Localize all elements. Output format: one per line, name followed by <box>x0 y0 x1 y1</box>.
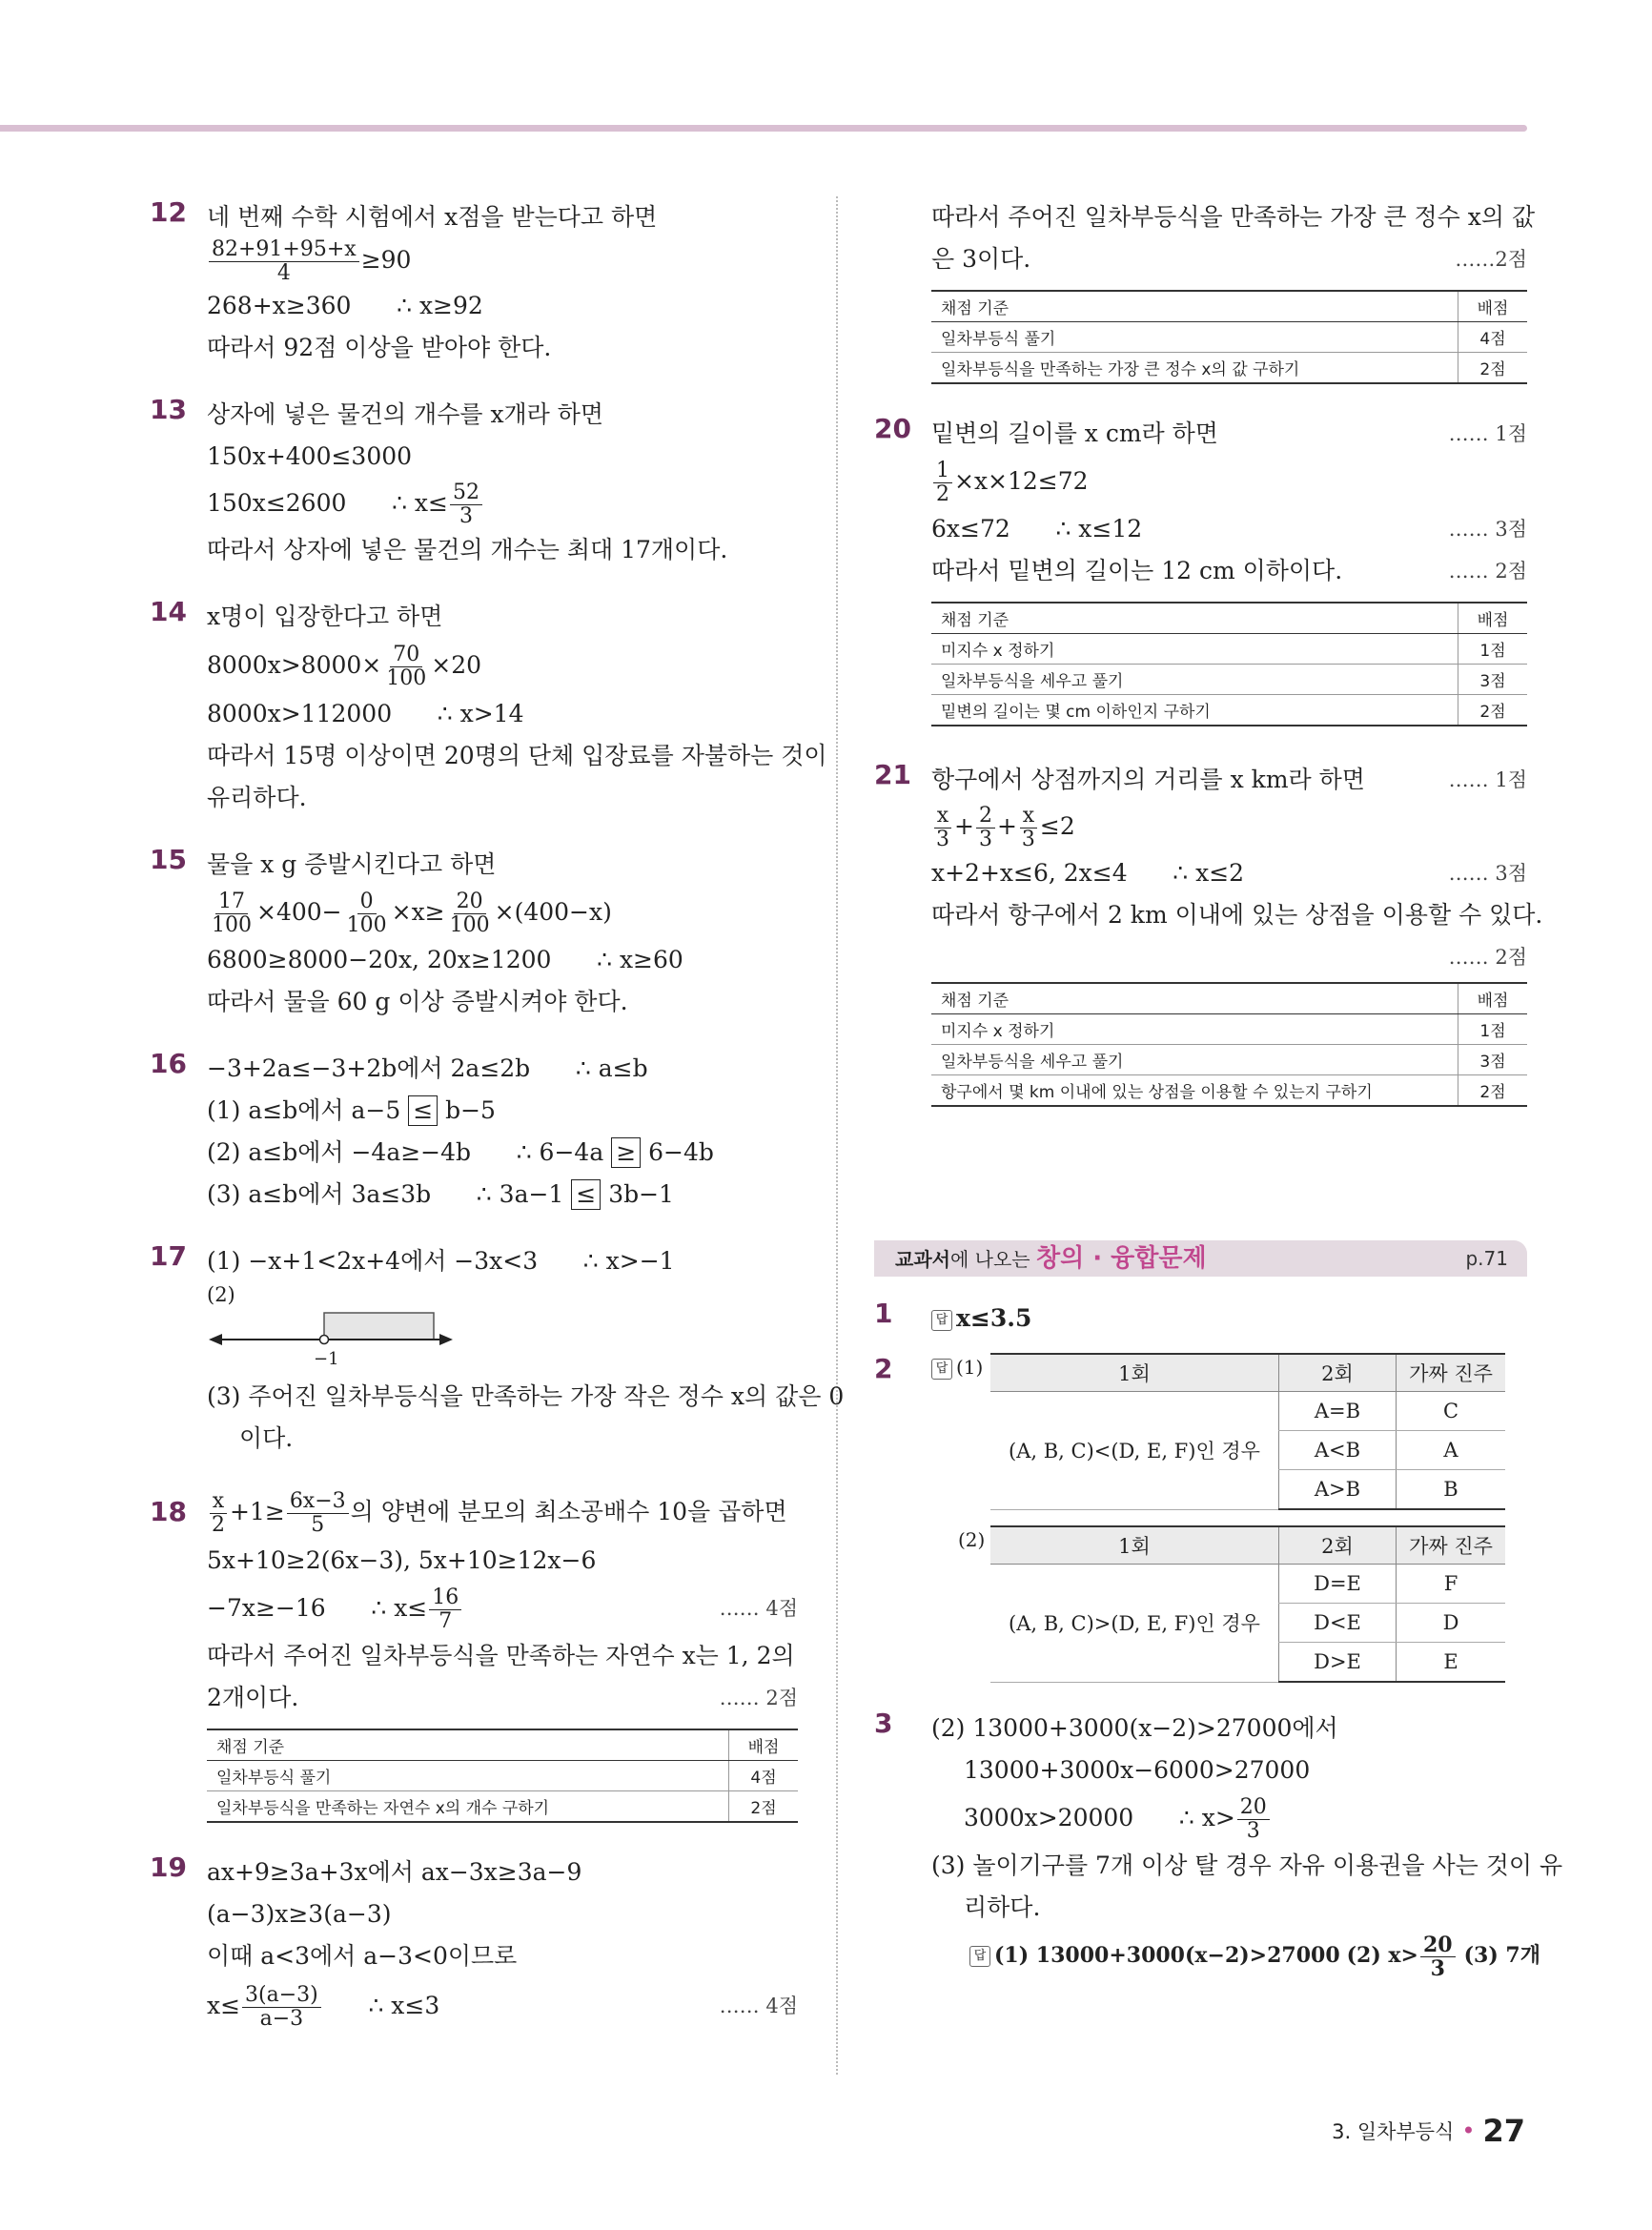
equation: $\frac{x}{2}$ +1≥ $\frac{6x-3}{5}$ 의 양변에 분모의 최소공배수 10을 곱하면 <box>207 1484 798 1540</box>
problem-21 <box>874 759 1543 1107</box>
fraction: $\frac{0}{100}$ <box>346 890 387 937</box>
equation: −3+2a≤−3+2b에서 2a≤2b ∴ a≤b <box>207 1054 648 1082</box>
score-note: …… 3점 <box>1448 518 1527 541</box>
problem-number: 18 <box>150 1496 187 1527</box>
equation: (a−3)x≥3(a−3) <box>207 1900 392 1928</box>
scoring-table: 채점 기준 배점 미지수 x 정하기 1점 일차부등식을 세우고 풀기 3점 밑변의 길이는 몇 cm 이하인지 구하기 2점 <box>931 602 1527 726</box>
page-number: 27 <box>1482 2113 1525 2149</box>
problem-number: 14 <box>150 596 187 627</box>
conclusion: 따라서 주어진 일차부등식을 만족하는 가장 큰 정수 x의 값 <box>931 203 1536 231</box>
problem-number: 19 <box>150 1852 187 1883</box>
equation: 8000x>8000× $\frac{70}{100}$ ×20 <box>207 643 482 690</box>
sub-answer: (1) a≤b에서 a−5 ≤ b−5 <box>207 1096 496 1124</box>
problem-15 <box>150 844 798 1023</box>
problem-number: 20 <box>874 413 911 444</box>
equation: 150x+400≤3000 <box>207 442 413 470</box>
fraction: $\frac{1}{2}$ <box>933 460 952 506</box>
score-note: ……2점 <box>1455 248 1527 271</box>
fraction: $\frac{2}{3}$ <box>976 805 995 851</box>
conclusion: 따라서 15명 이상이면 20명의 단체 입장료를 자불하는 것이 <box>207 742 827 769</box>
answer-icon: 답 <box>969 1946 990 1967</box>
problem-12 <box>150 196 798 369</box>
equation: 5x+10≥2(6x−3), 5x+10≥12x−6 <box>207 1546 597 1574</box>
answer-box: ≤ <box>408 1095 438 1126</box>
creative-problem-3 <box>874 1708 1563 1982</box>
answer-box: ≥ <box>611 1137 641 1168</box>
score-note: …… 2점 <box>1448 560 1527 583</box>
right-column <box>874 196 1563 2007</box>
conclusion: 따라서 92점 이상을 받아야 한다. <box>207 334 552 361</box>
problem-19 <box>150 1852 798 2035</box>
page-footer <box>1332 2113 1525 2149</box>
fraction: $\frac{3(a-3)}{a-3}$ <box>242 1984 321 2031</box>
top-decorative-bar <box>0 125 1527 132</box>
answer-table-2-wrap: (2) 1회 2회 가짜 진주 (A, B, C)>(D, E, F)인 경우 D=E F D<E D D>E E <box>931 1525 1527 1683</box>
equation: 268+x≥360 ∴ x≥92 <box>207 292 483 319</box>
conclusion: 따라서 주어진 일차부등식을 만족하는 자연수 x는 1, 2의 <box>207 1642 795 1669</box>
scoring-table: 채점 기준 배점 미지수 x 정하기 1점 일차부등식을 세우고 풀기 3점 항구에서 몇 km 이내에 있는 상점을 이용할 수 있는지 구하기 2점 <box>931 982 1527 1107</box>
chapter-title: 3. 일차부등식 <box>1332 2120 1455 2143</box>
answer-icon: 답 <box>931 1310 952 1331</box>
sub-answer: (2) <box>207 1283 235 1306</box>
equation: x+2+x≤6, 2x≤4 ∴ x≤2 …… 3점 <box>931 852 1527 894</box>
problem-text: 네 번째 수학 시험에서 x점을 받는다고 하면 <box>207 203 658 231</box>
equation: $\frac{17}{100}$ ×400− $\frac{0}{100}$ ×x≥ $\frac{20}{100}$ ×(400−x) <box>207 886 798 939</box>
problem-text: 밑변의 길이를 x cm라 하면 …… 1점 <box>931 413 1527 455</box>
score-note: …… 2점 <box>719 1687 798 1709</box>
sub-answer: (3) 놀이기구를 7개 이상 탈 경우 자유 이용권을 사는 것이 유 <box>931 1852 1563 1879</box>
bullet-icon: • <box>1461 2117 1476 2144</box>
fraction: $\frac{x}{3}$ <box>933 805 952 851</box>
section-banner: 교과서에 나오는 창의 · 융합문제 p.71 <box>874 1240 1527 1277</box>
sub-answer: (1) −x+1<2x+4에서 −3x<3 ∴ x>−1 <box>207 1247 675 1275</box>
conclusion: 2개이다. …… 2점 <box>207 1677 798 1719</box>
problem-text: 물을 x g 증발시킨다고 하면 <box>207 850 497 878</box>
answer: 답 x≤3.5 <box>931 1298 1527 1340</box>
problem-14 <box>150 596 827 819</box>
creative-problem-2 <box>874 1353 1527 1683</box>
equation: x≤ $\frac{3(a-3)}{a-3}$ ∴ x≤3 …… 4점 <box>207 1977 798 2035</box>
conclusion: 따라서 항구에서 2 km 이내에 있는 상점을 이용할 수 있다. <box>931 901 1543 929</box>
problem-16 <box>150 1048 798 1216</box>
problem-number: 13 <box>150 394 187 425</box>
answer-table-1-wrap: 답 (1) 1회 2회 가짜 진주 (A, B, C)<(D, E, F)인 경우 A=B C A<B A A>B B <box>931 1353 1527 1510</box>
equation: 이때 a<3에서 a−3<0이므로 <box>207 1942 518 1970</box>
conclusion: 유리하다. <box>207 784 307 811</box>
fraction: $\frac{20}{100}$ <box>449 890 490 937</box>
scoring-table: 채점 기준 배점 일차부등식 풀기 4점 일차부등식을 만족하는 자연수 x의 개수 구하기 2점 <box>207 1729 798 1823</box>
equation: ax+9≥3a+3x에서 ax−3x≥3a−9 <box>207 1858 582 1886</box>
equation: 8000x>112000 ∴ x>14 <box>207 700 524 727</box>
score-note: …… 2점 <box>1448 946 1527 969</box>
equation: 150x≤2600 ∴ x≤ $\frac{52}{3}$ <box>207 478 798 529</box>
problem-text: x명이 입장한다고 하면 <box>207 603 443 630</box>
problem-text: 상자에 넣은 물건의 개수를 x개라 하면 <box>207 400 604 428</box>
fraction: $\frac{6x-3}{5}$ <box>287 1490 349 1537</box>
fraction: $\frac{17}{100}$ <box>212 890 252 937</box>
page-reference: p.71 <box>1465 1247 1508 1270</box>
sub-answer: 리하다. <box>964 1893 1041 1921</box>
conclusion: 따라서 물을 60 g 이상 증발시켜야 한다. <box>207 988 628 1015</box>
conclusion: 따라서 밑변의 길이는 12 cm 이하이다. …… 2점 <box>931 550 1527 592</box>
sub-answer: 이다. <box>239 1424 294 1452</box>
equation: −7x≥−16 ∴ x≤ $\frac{16}{7}$ …… 4점 <box>207 1582 798 1635</box>
equation: $\frac{82+91+95+x}{4}$ ≥90 <box>207 238 798 285</box>
conclusion: 따라서 상자에 넣은 물건의 개수는 최대 17개이다. <box>207 536 728 563</box>
fraction: $\frac{70}{100}$ <box>386 643 427 690</box>
fraction: $\frac{52}{3}$ <box>450 481 482 528</box>
problem-number: 16 <box>150 1048 187 1079</box>
conclusion <box>931 936 1527 972</box>
answer-icon: 답 <box>931 1359 952 1380</box>
creative-problem-1 <box>874 1298 1527 1340</box>
fraction: $\frac{20}{3}$ <box>1237 1796 1270 1843</box>
sub-answer: (3) a≤b에서 3a≤3b ∴ 3a−1 ≤ 3b−1 <box>207 1180 674 1208</box>
fraction: $\frac{16}{7}$ <box>429 1586 461 1633</box>
score-note: …… 4점 <box>719 1597 798 1620</box>
problem-18 <box>150 1484 798 1823</box>
problem-number: 17 <box>150 1240 187 1272</box>
equation: 3000x>20000 ∴ x> $\frac{20}{3}$ <box>931 1791 1527 1845</box>
answer-table-1: 1회 2회 가짜 진주 (A, B, C)<(D, E, F)인 경우 A=B C A<B A A>B B <box>990 1353 1505 1510</box>
score-note: …… 1점 <box>1448 422 1527 445</box>
problem-17 <box>150 1240 845 1460</box>
sub-answer: (2) a≤b에서 −4a≥−4b ∴ 6−4a ≥ 6−4b <box>207 1138 714 1166</box>
final-answer: 답 (1) 13000+3000(x−2)>27000 (2) x> $\frac{20}{3}$ (3) 7개 <box>931 1929 1527 1982</box>
problem-number: 12 <box>150 196 187 228</box>
problem-number: 1 <box>874 1298 893 1329</box>
column-divider <box>836 196 838 2075</box>
equation: 13000+3000x−6000>27000 <box>964 1756 1311 1784</box>
problem-number: 3 <box>874 1708 893 1739</box>
problem-20 <box>874 413 1527 726</box>
scoring-table: 채점 기준 배점 일차부등식 풀기 4점 일차부등식을 만족하는 가장 큰 정수 x의 값 구하기 2점 <box>931 290 1527 384</box>
equation: $\frac{1}{2}$ ×x×12≤72 <box>931 455 1527 508</box>
fraction: $\frac{x}{3}$ <box>1019 805 1038 851</box>
answer-table-2: 1회 2회 가짜 진주 (A, B, C)>(D, E, F)인 경우 D=E F D<E D D>E E <box>990 1525 1505 1683</box>
fraction: $\frac{82+91+95+x}{4}$ <box>209 238 359 285</box>
problem-19-continued <box>874 196 1536 384</box>
answer-box: ≤ <box>571 1179 601 1210</box>
sub-answer: (3) 주어진 일차부등식을 만족하는 가장 작은 정수 x의 값은 0 <box>207 1382 845 1410</box>
equation: $\frac{x}{3}$ + $\frac{2}{3}$ + $\frac{x}{3}$ ≤2 <box>931 801 1527 852</box>
left-column <box>150 196 845 2059</box>
problem-number: 15 <box>150 844 187 875</box>
conclusion: 은 3이다. ……2점 <box>931 238 1527 280</box>
number-line <box>207 1307 455 1376</box>
equation: 6800≥8000−20x, 20x≥1200 ∴ x≥60 <box>207 946 683 973</box>
fraction: $\frac{20}{3}$ <box>1420 1933 1456 1980</box>
score-note: …… 3점 <box>1448 862 1527 885</box>
fraction: $\frac{x}{2}$ <box>209 1490 228 1537</box>
problem-number: 2 <box>874 1353 893 1384</box>
score-note: …… 4점 <box>719 1995 798 2017</box>
problem-13 <box>150 394 798 571</box>
tick-label: −1 <box>314 1349 339 1369</box>
sub-answer: (2) 13000+3000(x−2)>27000에서 <box>931 1714 1338 1742</box>
problem-number: 21 <box>874 759 911 790</box>
problem-text: 항구에서 상점까지의 거리를 x km라 하면 …… 1점 <box>931 759 1527 801</box>
score-note: …… 1점 <box>1448 768 1527 791</box>
equation: 6x≤72 ∴ x≤12 …… 3점 <box>931 508 1527 550</box>
